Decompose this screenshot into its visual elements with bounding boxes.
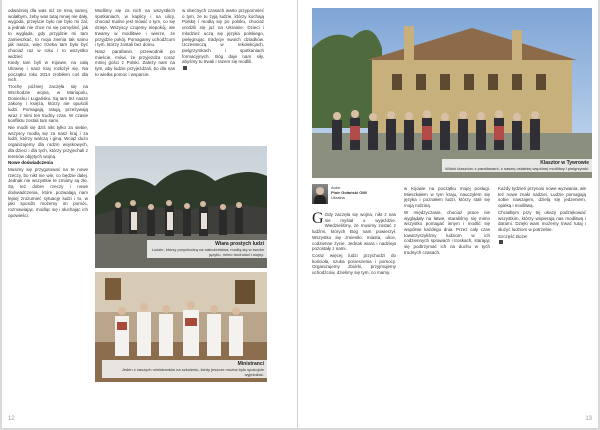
paragraph: Coraz więcej ludzi przychodzi do kościoła, szuka pocieszenia i pomocy. Organizujemy zbiórki, przyjmujemy uchodźców, dzielimy się tym, co mamy. [312,252,396,276]
photo-caption-title: Wiara prostych ludzi [215,241,264,247]
page-number: 12 [8,416,15,422]
right-column-1 [312,212,396,277]
left-column-2 [95,8,175,78]
author-name: Piotr Gołański OMI [331,190,367,195]
page-number-right [585,416,592,422]
right-column-3 [498,186,586,246]
ministrants-caption-title: Ministranci [237,361,264,367]
monastery-caption-text: Widok klasztoru z parafianami, z naszej ostatniej wspólnej modlitwy i pielgrzymki. [445,166,589,171]
monastery-caption-title: Klasztor w Tywrowie [540,160,589,166]
author-role: Autor [331,185,341,190]
paragraph: Modlimy się za nich na wszystkich spotkaniach, w kaplicy i na ulicy, chociaż trudno jest mówić o tym, co się dzieje. Wszyscy czujemy niepokój, ale trwamy w modlitwie i wierze, że przyjdzie pokój. Pomagamy uchodźcom i tym, którzy zostali bez domu. [95,8,175,48]
paragraph: Chciałbym przy tej okazji podziękować wszystkim, którzy wspierają nas modlitwą i darami. Dzięki wam możemy trwać tutaj i służyć ludziom w potrzebie. [498,209,586,232]
paragraph: odważniej dla was niż ze mną samej, wolałbym, żeby was tutaj mniej nie dały, wygoda, przejście było nie było mi żal, a jednak nie chce mi się pomyśleć, jak to wygląda, gdy przyjdzie mi tam zamieszkać, to moja ziemia tak samo jak nasza, więc trzeba tam było być chociaż raz w roku i to wszystko widzieć [8,8,88,59]
left-column-3 [182,8,264,72]
author-photo [312,184,328,204]
paragraph: G Gdy zaczęła się wojna, nikt z nas nie myślał o wyjeździe. Wiedzieliśmy, że musimy zostać z ludźmi, których Bóg nam powierzył. Wszystko się zmieniło: miasta, ulice, codzienne życie. Jednak wiara i nadzieja pozostały z nami. [312,210,396,252]
paragraph: Kiedy tam byli w Kijowie, na całą Ukrainę i nasz kraj rozłożył się. Na początku roku 2014 zrobiłem coś dla nich. [8,60,88,83]
paragraph: W międzyczasie, chociaż prace nie wyglądały na łatwe, staraliśmy się mimo wszystko pomagać innym i modlić się wspólnie każdego dnia. Przez cały czas towarzyszyliśmy ludziom w ich codziennych sprawach i troskach, starając się podtrzymać ich na duchu w tych trudnych czasach. [404,209,490,255]
paragraph: w obecnych czasach warto przypomnieć o tym, że tu żyją ludzie, którzy kochają Polskę i modlą się po polsku, chociaż urodzili się już na Ukrainie. Dzieci i młodzież uczą się języka polskiego, pielęgnując tradycje swoich dziadków. Uczestniczą w rekolekcjach, pielgrzymkach i spotkaniach formacyjnych. Bóg daje nam siły, abyśmy tu trwali i razem się modlili. [182,8,264,65]
right-page [300,0,598,428]
drop-cap: G [312,210,324,227]
ministrants-caption [102,360,267,378]
right-column-2 [404,186,490,256]
paragraph: Musimy się przygotować na te nowe rzeczy, bo nikt nie wie, co będzie dalej. Jednak nie wszystkie te zmiany są złe. Są też dobre rzeczy i nowe doświadczenia, które pozwalają nam lepiej zrozumieć sytuację ludzi i to, w jaki sposób możemy im pomóc, rozmawiając, modląc się i słuchając ich opowieści. [8,166,88,218]
paragraph: Nasz parafianin, przewodnik po mieście, mówi, że przyjeżdża coraz mniej gości z Polski. Zależy nam na tym, aby ludzie przyjeżdżali, bo dla nas to wielka pomoc i wsparcie. [95,48,175,77]
ministrants-caption-text: Jeden z naszych ministrantów na szkoleniu, kiedy jeszcze można było spokojnie wyjeżdżać. [121,367,264,377]
left-page [2,0,298,428]
paragraph: Szczęść Boże! [498,233,528,239]
section-heading: Nowe doświadczenia [8,160,54,166]
photo-caption-text: Ludzie, którzy przychodzą na nabożeństwa, modlą się w swoim języku, mimo trudności i wojny. [151,247,264,257]
author-block [312,184,392,208]
paragraph: Każdy tydzień przynosi nowe wyzwania, ale też nowe znaki nadziei. Ludzie pomagają sobie nawzajem, dzielą się jedzeniem, opieką i modlitwą. [498,186,586,209]
paragraph: w Kijowie na początku mojej posługi. Mieszkałem w tym kraju, nauczyłem się języka i poznałem ludzi, którzy stali się moją rodziną. [404,186,490,209]
page-number-left [8,416,15,422]
author-place: Ukraina [331,195,345,200]
end-mark [183,66,187,70]
paragraph: Trochę później zaczęła się na Wschodzie wojna, w Mariupolu, Doniecku i Ługańsku. Są tam też nasze zakony i księża, którzy nie opuścili ludzi. Pomagają, ratują, przeżywają wraz z nimi ten trudny czas. W czasie konfliktu zostali tam sami. [8,84,88,124]
magazine-spread [2,0,598,428]
monastery-caption [442,159,592,172]
paragraph: Nie modli się dziś nikt tylko za siebie, wszyscy modlą się za nasz kraj i za ludzi, którzy walczą i giną. Wciąż dużo organizujemy dla rodzin wojskowych, dla dzieci i dla tych, którzy przyjechali z terenów objętych wojną. [8,125,88,159]
photo-caption [147,240,267,258]
monastery-photo-image [312,8,592,178]
author-info [331,185,391,200]
left-column-1 [8,8,88,219]
page-number: 13 [585,416,592,422]
procession-photo [95,146,267,268]
monastery-photo [312,8,592,178]
end-mark [499,240,503,244]
altar-servers-photo [95,272,267,382]
